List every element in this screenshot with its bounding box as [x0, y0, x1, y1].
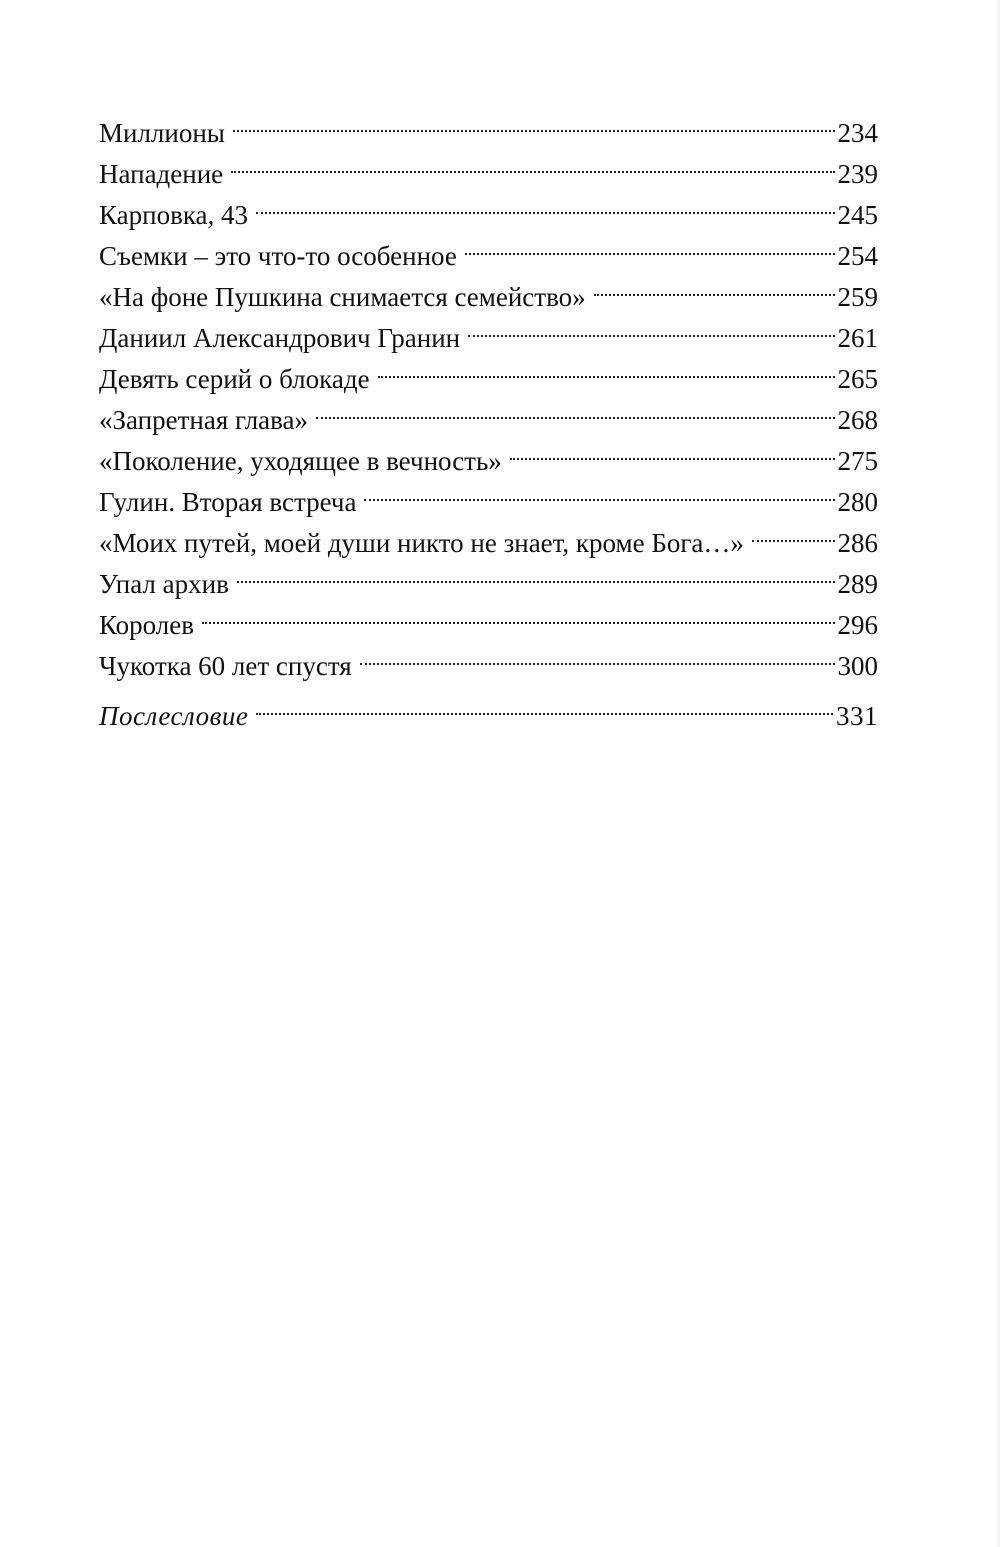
toc-leader-dots	[202, 593, 834, 634]
toc-entry-page: 259	[837, 282, 878, 312]
toc-leader-dots	[360, 634, 835, 675]
toc-leader-dots	[594, 265, 835, 306]
toc-leader-dots	[364, 470, 834, 511]
table-of-contents	[99, 101, 878, 731]
toc-leader-dots	[256, 183, 834, 224]
page-edge-shadow	[994, 0, 1000, 1547]
toc-entry-page: 286	[837, 528, 878, 558]
toc-entry-page: 296	[837, 610, 878, 640]
toc-entry-page: 289	[837, 569, 878, 599]
toc-leader-dots	[316, 388, 834, 429]
toc-leader-dots	[237, 552, 835, 593]
toc-entry-title: Упал архив	[99, 569, 229, 599]
toc-entry-page: 268	[837, 405, 878, 435]
toc-entry-title: Чукотка 60 лет спустя	[99, 651, 352, 681]
toc-entry-title: «Моих путей, моей души никто не знает, кроме Бога…»	[99, 528, 744, 558]
toc-afterword-page: 331	[836, 701, 878, 731]
toc-entry-title: Съемки – это что-то особенное	[99, 241, 457, 271]
toc-leader-dots	[468, 306, 834, 347]
toc-entry-title: Девять серий о блокаде	[99, 364, 370, 394]
toc-entry-page: 254	[837, 241, 878, 271]
toc-leader-dots	[510, 429, 835, 470]
toc-entry-title: «Поколение, уходящее в вечность»	[99, 446, 502, 476]
toc-entry-afterword	[99, 684, 878, 731]
toc-leader-dots	[465, 224, 835, 265]
toc-entry-title: Миллионы	[99, 118, 225, 148]
toc-entry-korolev	[99, 593, 878, 640]
toc-entry-chukotka	[99, 634, 878, 681]
toc-leader-dots	[233, 101, 835, 142]
toc-entry-page: 265	[837, 364, 878, 394]
toc-entry-page: 261	[837, 323, 878, 353]
toc-afterword-title: Послесловие	[99, 701, 249, 731]
toc-leader-dots	[231, 142, 834, 183]
toc-entry-title: Гулин. Вторая встреча	[99, 487, 357, 517]
toc-entry-millions	[99, 101, 878, 148]
toc-entry-page: 245	[837, 200, 878, 230]
toc-entry-page: 275	[837, 446, 878, 476]
toc-entry-title: «Запретная глава»	[99, 405, 309, 435]
toc-entry-title: «На фоне Пушкина снимается семейство»	[99, 282, 586, 312]
toc-entry-title: Нападение	[99, 159, 224, 189]
toc-entry-title: Карповка, 43	[99, 200, 249, 230]
toc-entry-title: Даниил Александрович Гранин	[99, 323, 461, 353]
toc-leader-dots	[752, 511, 835, 552]
toc-entry-title: Королев	[99, 610, 195, 640]
toc-entry-page: 280	[837, 487, 878, 517]
toc-entry-page: 239	[837, 159, 878, 189]
toc-leader-dots	[378, 347, 835, 388]
toc-leader-dots	[256, 684, 833, 725]
toc-entry-page: 300	[837, 651, 878, 681]
toc-entry-page: 234	[837, 118, 878, 148]
